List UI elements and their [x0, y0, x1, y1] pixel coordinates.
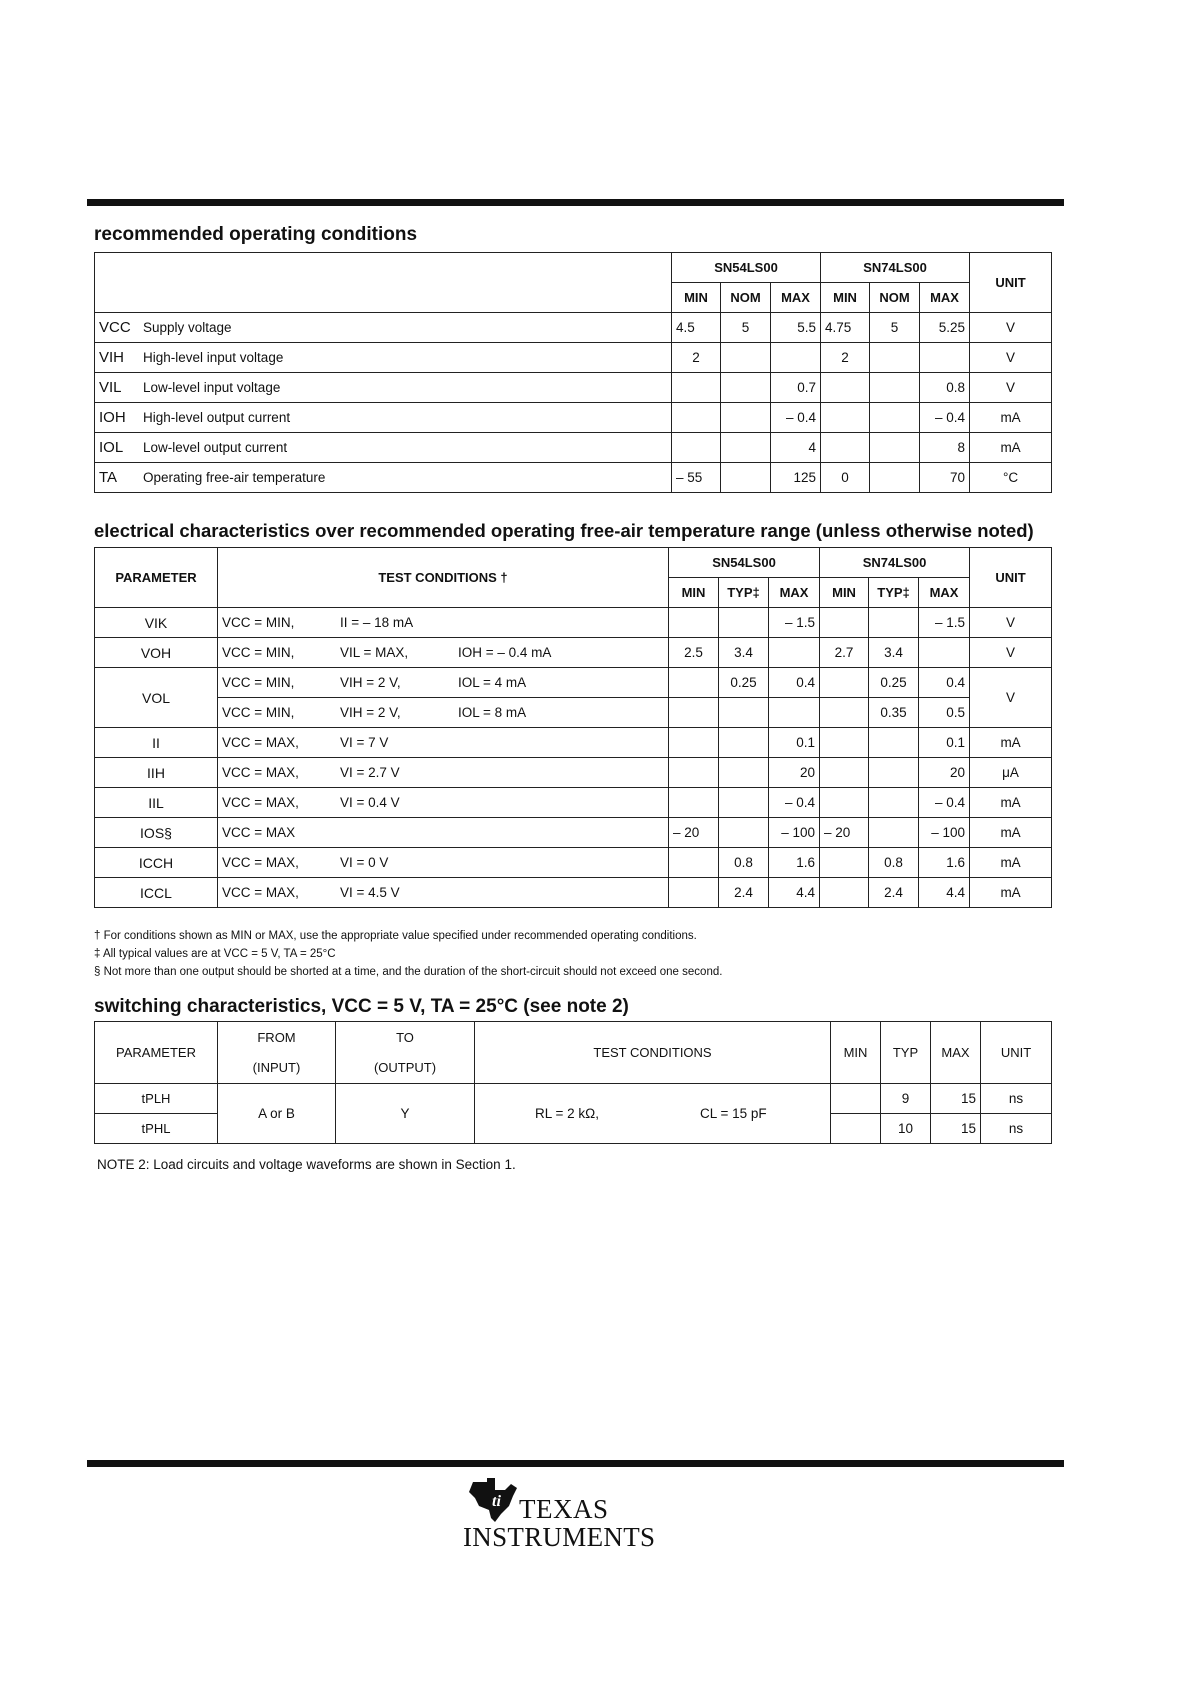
symbol: VCC [99, 319, 131, 336]
unit: V [970, 343, 1052, 373]
value [820, 698, 869, 728]
value [821, 403, 870, 433]
value: – 20 [820, 818, 869, 848]
roc-col: NOM [721, 283, 771, 313]
param-cell [95, 373, 672, 403]
test-conditions [218, 638, 669, 668]
unit: mA [970, 878, 1052, 908]
ec-dev1: SN54LS00 [669, 548, 820, 578]
table-row [95, 373, 1052, 403]
roc-dev1: SN54LS00 [672, 253, 821, 283]
value [672, 373, 721, 403]
footnote: ‡ All typical values are at VCC = 5 V, TA = 25°C [94, 948, 336, 960]
sw-param-header: PARAMETER [95, 1022, 218, 1084]
value: 0.25 [869, 668, 919, 698]
value: 4.75 [821, 313, 870, 343]
cond: IOL = 8 mA [458, 705, 527, 720]
ec-col: MAX [919, 578, 970, 608]
value [721, 373, 771, 403]
value: – 0.4 [919, 788, 970, 818]
table-row [95, 1084, 1052, 1114]
value [870, 373, 920, 403]
ec-col: TYP‡ [869, 578, 919, 608]
ec-col: MIN [669, 578, 719, 608]
value [820, 758, 869, 788]
value [869, 608, 919, 638]
test-conditions [218, 878, 669, 908]
table-row [95, 638, 1052, 668]
roc-col: MAX [920, 283, 970, 313]
value [920, 343, 970, 373]
table-row [95, 403, 1052, 433]
param-cell [95, 313, 672, 343]
value: 2.5 [669, 638, 719, 668]
value [869, 758, 919, 788]
description: Low-level output current [143, 440, 288, 455]
value: 8 [920, 433, 970, 463]
symbol: VIL [99, 379, 122, 396]
unit: °C [970, 463, 1052, 493]
footnote: † For conditions shown as MIN or MAX, use the appropriate value specified under recommended operating conditions. [94, 930, 697, 942]
test-conditions [218, 788, 669, 818]
value: – 55 [672, 463, 721, 493]
value [820, 878, 869, 908]
value [669, 728, 719, 758]
value [721, 463, 771, 493]
logo-line-1: TEXAS [519, 1494, 609, 1524]
unit: mA [970, 403, 1052, 433]
value [721, 433, 771, 463]
ti-state-icon [465, 1476, 523, 1524]
cond: II = – 18 mA [340, 615, 414, 630]
unit: μA [970, 758, 1052, 788]
value: 0.4 [919, 668, 970, 698]
value [669, 848, 719, 878]
value: 4.4 [919, 878, 970, 908]
value [721, 403, 771, 433]
value: 15 [931, 1114, 981, 1144]
parameter: VOL [95, 668, 218, 728]
roc-col: MIN [672, 283, 721, 313]
value [771, 343, 821, 373]
test-conditions [218, 668, 669, 698]
roc-col: NOM [870, 283, 920, 313]
value: 2 [821, 343, 870, 373]
table-row [95, 313, 1052, 343]
parameter: tPLH [95, 1084, 218, 1114]
param-cell [95, 433, 672, 463]
sw-to-header [336, 1022, 475, 1084]
sw-col: TYP [881, 1022, 931, 1084]
value: 0.7 [771, 373, 821, 403]
cond: VIH = 2 V, [340, 675, 401, 690]
cond: VI = 0 V [340, 855, 389, 870]
parameter: tPHL [95, 1114, 218, 1144]
table-row [95, 818, 1052, 848]
unit: V [970, 313, 1052, 343]
value [870, 403, 920, 433]
roc-corner [95, 253, 672, 313]
value: 2 [672, 343, 721, 373]
cond: VCC = MIN, [222, 705, 295, 720]
value: 2.4 [869, 878, 919, 908]
value: 9 [881, 1084, 931, 1114]
roc-table [94, 252, 1052, 493]
value [719, 788, 769, 818]
top-rule [87, 199, 1064, 206]
value [672, 403, 721, 433]
to-label: TO [396, 1029, 414, 1045]
cond: IOH = – 0.4 mA [458, 645, 552, 660]
value: – 20 [669, 818, 719, 848]
value [669, 878, 719, 908]
rl-cond: RL = 2 kΩ, [535, 1106, 599, 1121]
cond: VCC = MAX [222, 825, 296, 840]
roc-unit-header: UNIT [970, 253, 1052, 313]
value [869, 788, 919, 818]
value [869, 728, 919, 758]
value: – 0.4 [920, 403, 970, 433]
value: 20 [919, 758, 970, 788]
value [669, 608, 719, 638]
value [719, 728, 769, 758]
roc-dev2: SN74LS00 [821, 253, 970, 283]
table-row [95, 758, 1052, 788]
roc-body [95, 313, 1052, 493]
test-conditions [475, 1084, 831, 1144]
ec-table [94, 547, 1052, 908]
value: 0.1 [919, 728, 970, 758]
cond: VCC = MAX, [222, 765, 299, 780]
value: 0.4 [769, 668, 820, 698]
symbol: IOL [99, 439, 124, 456]
note-2: NOTE 2: Load circuits and voltage waveforms are shown in Section 1. [97, 1157, 516, 1172]
table-row [95, 848, 1052, 878]
unit: ns [981, 1084, 1052, 1114]
description: High-level input voltage [143, 350, 284, 365]
cond: VIH = 2 V, [340, 705, 401, 720]
symbol: TA [99, 469, 118, 486]
value: 0.35 [869, 698, 919, 728]
unit: ns [981, 1114, 1052, 1144]
parameter: VIK [95, 608, 218, 638]
param-cell [95, 403, 672, 433]
table-row [95, 343, 1052, 373]
value: 0.8 [869, 848, 919, 878]
parameter: IIL [95, 788, 218, 818]
table-row [95, 728, 1052, 758]
unit: V [970, 638, 1052, 668]
unit: V [970, 668, 1052, 728]
ec-param-header: PARAMETER [95, 548, 218, 608]
table-row [95, 433, 1052, 463]
unit: mA [970, 433, 1052, 463]
unit: V [970, 608, 1052, 638]
table-row [95, 668, 1052, 698]
value [820, 728, 869, 758]
test-conditions [218, 698, 669, 728]
from-sublabel: (INPUT) [252, 1059, 301, 1075]
roc-col: MAX [771, 283, 821, 313]
value: 3.4 [869, 638, 919, 668]
description: High-level output current [143, 410, 291, 425]
to-value: Y [336, 1084, 475, 1144]
value: 3.4 [719, 638, 769, 668]
cond: VI = 4.5 V [340, 885, 400, 900]
sw-unit-header: UNIT [981, 1022, 1052, 1084]
param-cell [95, 463, 672, 493]
cond: VI = 0.4 V [340, 795, 400, 810]
value: 2.7 [820, 638, 869, 668]
ec-test-header: TEST CONDITIONS † [218, 548, 669, 608]
value [821, 433, 870, 463]
unit: mA [970, 788, 1052, 818]
ec-dev2: SN74LS00 [820, 548, 970, 578]
description: Low-level input voltage [143, 380, 281, 395]
symbol: IOH [99, 409, 126, 426]
value: 1.6 [769, 848, 820, 878]
value: 4.5 [672, 313, 721, 343]
cond: VI = 2.7 V [340, 765, 400, 780]
ec-col: MAX [769, 578, 820, 608]
value [870, 433, 920, 463]
value: 15 [931, 1084, 981, 1114]
value: – 1.5 [919, 608, 970, 638]
test-conditions [218, 818, 669, 848]
value [669, 698, 719, 728]
value: 0.8 [719, 848, 769, 878]
parameter: ICCH [95, 848, 218, 878]
parameter: ICCL [95, 878, 218, 908]
test-conditions [218, 758, 669, 788]
value [769, 698, 820, 728]
value [719, 758, 769, 788]
sw-table [94, 1021, 1052, 1144]
value [669, 788, 719, 818]
table-row [95, 698, 1052, 728]
parameter: VOH [95, 638, 218, 668]
description: Operating free-air temperature [143, 470, 326, 485]
parameter: II [95, 728, 218, 758]
value [719, 608, 769, 638]
unit: V [970, 373, 1052, 403]
value: 1.6 [919, 848, 970, 878]
bottom-rule [87, 1460, 1064, 1467]
value [820, 788, 869, 818]
unit: mA [970, 728, 1052, 758]
cond: IOL = 4 mA [458, 675, 527, 690]
value [820, 608, 869, 638]
value [870, 343, 920, 373]
value: – 100 [919, 818, 970, 848]
value: 5.5 [771, 313, 821, 343]
value [820, 848, 869, 878]
value: – 100 [769, 818, 820, 848]
value [821, 373, 870, 403]
value: 0.1 [769, 728, 820, 758]
test-conditions [218, 848, 669, 878]
cond: VI = 7 V [340, 735, 389, 750]
roc-col: MIN [821, 283, 870, 313]
to-sublabel: (OUTPUT) [373, 1059, 437, 1075]
table-row [95, 788, 1052, 818]
from-label: FROM [257, 1029, 296, 1045]
cond: VCC = MAX, [222, 855, 299, 870]
value [820, 668, 869, 698]
unit: mA [970, 818, 1052, 848]
table-row [95, 463, 1052, 493]
sw-from-header [218, 1022, 336, 1084]
ec-col: MIN [820, 578, 869, 608]
roc-title: recommended operating conditions [94, 224, 418, 245]
table-row [95, 608, 1052, 638]
value: 0.8 [920, 373, 970, 403]
value [831, 1114, 881, 1144]
test-conditions [218, 728, 669, 758]
value [669, 668, 719, 698]
value: 5 [721, 313, 771, 343]
value: 70 [920, 463, 970, 493]
value: – 0.4 [769, 788, 820, 818]
cond: VCC = MIN, [222, 675, 295, 690]
logo-line-2: INSTRUMENTS [463, 1522, 656, 1552]
sw-col: MIN [831, 1022, 881, 1084]
value: 0.5 [919, 698, 970, 728]
value [721, 343, 771, 373]
svg-text:ti: ti [492, 1493, 501, 1510]
value [869, 818, 919, 848]
value [719, 818, 769, 848]
ec-col: TYP‡ [719, 578, 769, 608]
value: 0.25 [719, 668, 769, 698]
value [672, 433, 721, 463]
ec-unit-header: UNIT [970, 548, 1052, 608]
cond: VCC = MIN, [222, 645, 295, 660]
value [831, 1084, 881, 1114]
cond: VCC = MIN, [222, 615, 295, 630]
value: 10 [881, 1114, 931, 1144]
value [669, 758, 719, 788]
cond: VCC = MAX, [222, 735, 299, 750]
sw-title: switching characteristics, VCC = 5 V, TA = 25°C (see note 2) [94, 996, 629, 1017]
value: 0 [821, 463, 870, 493]
table-row [95, 878, 1052, 908]
cond: VIL = MAX, [340, 645, 409, 660]
value [919, 638, 970, 668]
sw-col: MAX [931, 1022, 981, 1084]
cl-cond: CL = 15 pF [700, 1106, 767, 1121]
unit: mA [970, 848, 1052, 878]
parameter: IIH [95, 758, 218, 788]
value [719, 698, 769, 728]
value [769, 638, 820, 668]
test-conditions [218, 608, 669, 638]
value: – 1.5 [769, 608, 820, 638]
value: 5 [870, 313, 920, 343]
symbol: VIH [99, 349, 125, 366]
cond: VCC = MAX, [222, 885, 299, 900]
value: 4.4 [769, 878, 820, 908]
footnote: § Not more than one output should be shorted at a time, and the duration of the short-circuit should not exceed one second. [94, 966, 723, 978]
ec-title: electrical characteristics over recommended operating free-air temperature range (unless otherwise noted) [94, 520, 1034, 541]
sw-test-header: TEST CONDITIONS [475, 1022, 831, 1084]
value [870, 463, 920, 493]
value: 20 [769, 758, 820, 788]
cond: VCC = MAX, [222, 795, 299, 810]
value: 5.25 [920, 313, 970, 343]
param-cell [95, 343, 672, 373]
description: Supply voltage [143, 320, 232, 335]
value: 4 [771, 433, 821, 463]
value: 2.4 [719, 878, 769, 908]
parameter: IOS§ [95, 818, 218, 848]
value: 125 [771, 463, 821, 493]
value: – 0.4 [771, 403, 821, 433]
from-value: A or B [218, 1084, 336, 1144]
